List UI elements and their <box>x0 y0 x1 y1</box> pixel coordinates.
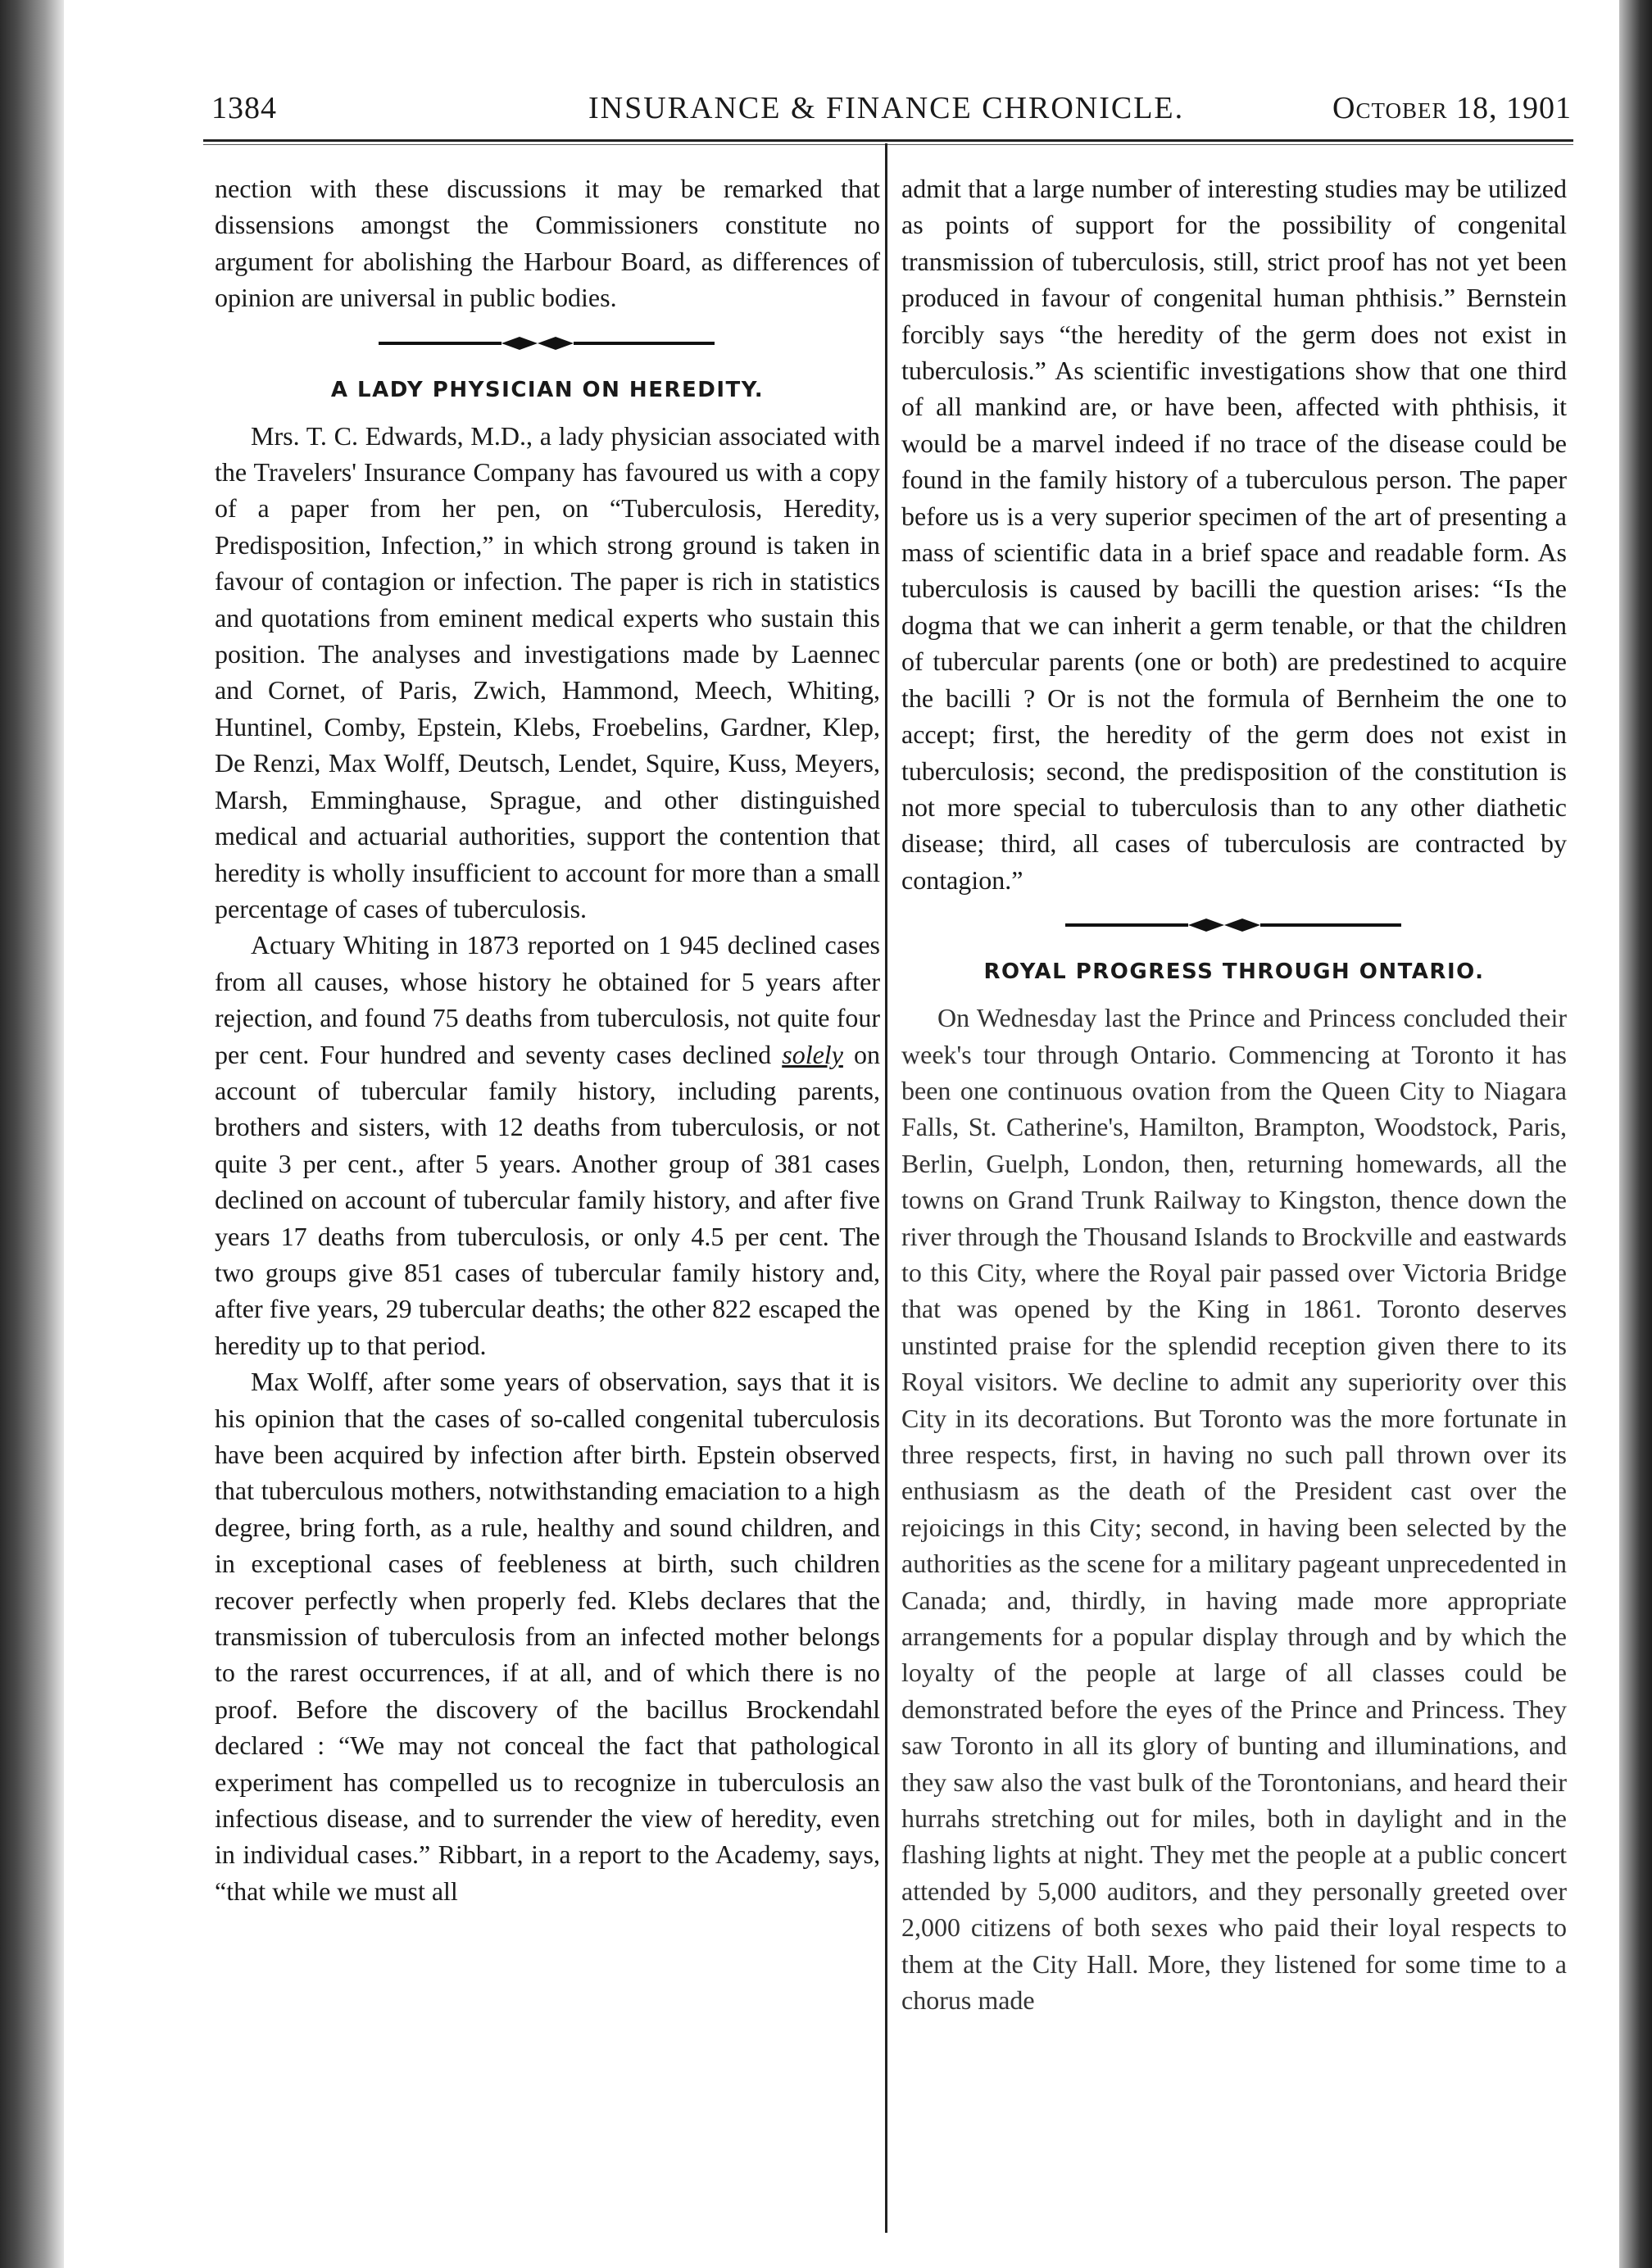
article-paragraph: Mrs. T. C. Edwards, M.D., a lady physician associated with the Travelers' Insurance Company has favoured us with a copy of a paper from her pen, on “Tuberculosis, Heredity, Predisposition, Infection,” in which strong ground is taken in favour of contagion or infection. The paper is rich in statistics and quotations from eminent medical experts who sustain this position. The analyses and investigations made by Laennec and Cornet, of Paris, Zwich, Hammond, Meech, Whiting, Huntinel, Comby, Epstein, Klebs, Froebelins, Gardner, Klep, De Renzi, Max Wolff, Deutsch, Lendet, Squire, Kuss, Meyers, Marsh, Emminghause, Sprague, and other distinguished medical and actuarial authorities, support the contention that heredity is wholly insufficient to account for more than a small percentage of cases of tuberculosis. <box>215 420 880 923</box>
newspaper-page <box>203 0 1573 2268</box>
issue-date: October 18, 1901 <box>1332 91 1572 125</box>
section-heading: A LADY PHYSICIAN ON HEREDITY. <box>330 377 765 402</box>
dash-diamond-ornament-icon <box>215 321 880 369</box>
article-paragraph <box>215 927 880 1363</box>
left-column <box>215 170 880 1909</box>
header-rule <box>203 139 1573 145</box>
emphasized-word: solely <box>782 1039 843 1069</box>
text-run: Actuary Whiting in 1873 reported on 1 945 declined cases from all causes, whose history he obtained for 5 years after rejection, and found 75 deaths from tuberculosis, not quite four per cent. Four hundred and seventy cases declined <box>215 930 880 1069</box>
continued-paragraph: admit that a large number of interesting studies may be utilized as points of support for the possibility of congenital transmission of tuberculosis, still, strict proof has not yet been produced in favour of congenital human phthisis.” Bernstein forcibly says “the heredity of the germ does not exist in tuberculosis.” As scientific investigations show that one third of all mankind are, or have been, affected with phthisis, it would be a marvel indeed if no trace of the disease could be found in the family history of a tuberculous person. The paper before us is a very superior specimen of the art of presenting a mass of scientific data in a brief space and readable form. As tuberculosis is caused by bacilli the question arises: “Is the dogma that we can inherit a germ tenable, or that the children of tubercular parents (one or both) are predestined to acquire the bacilli ? Or is not the formula of Bernheim the one to accept; first, the heredity of the germ does not exist in tuberculosis; second, the predisposition of the constitution is not more special to tuberculosis than to any other diathetic disease; third, all cases of tuberculosis are contracted by contagion.” <box>901 174 1567 895</box>
continued-paragraph: nection with these discussions it may be remarked that dissensions amongst the Commissioners constitute no argument for abolishing the Harbour Board, as differences of opinion are universal in public bodies. <box>215 174 880 313</box>
article-paragraph: Max Wolff, after some years of observation, says that it is his opinion that the cases of so-called congenital tuberculosis have been acquired by infection after birth. Epstein observed that tuberculous mothers, notwithstanding emaciation to a high degree, bring forth, as a rule, healthy and sound children, and in exceptional cases of feebleness at birth, such children recover perfectly when properly fed. Klebs declares that the transmission of tuberculosis from an infected mother belongs to the rarest occurrences, if at all, and of which there is no proof. Before the discovery of the bacillus Brockendahl declared : “We may not conceal the fact that pathological experiment has compelled us to recognize in tuberculosis an infectious disease, and to surrender the view of heredity, even in individual cases.” Ribbart, in a report to the Academy, says, “that while we must all <box>215 1367 880 1906</box>
article-paragraph: On Wednesday last the Prince and Princess concluded their week's tour through Ontario. Commencing at Toronto it has been one continuous ovation from the Queen City to Niagara Falls, St. Catherine's, Hamilton, Brampton, Woodstock, Paris, Berlin, Guelph, London, then, returning homewards, all the towns on Grand Trunk Railway to Kingston, thence down the river through the Thousand Islands to Brockville and eastwards to this City, where the Royal pair passed over Victoria Bridge that was opened by the King in 1861. Toronto deserves unstinted praise for the splendid reception given there to its Royal visitors. We decline to admit any superiority over this City in its decorations. But Toronto was the more fortunate in three respects, first, in having no such pall thrown over its enthusiasm as the death of the President cast over the rejoicings in this City; second, in having been selected by the authorities as the scene for a military pageant unprecedented in Canada; and, thirdly, in having made more appropriate arrangements for a popular display through and by which the loyalty of the people at large of all classes could be demonstrated before the eyes of the Prince and Princess. They saw Toronto in all its glory of bunting and illuminations, and they saw also the vast bulk of the Torontonians, and heard their hurrahs stretching out for miles, both in daylight and in the flashing lights at night. They met the people at a public concert attended by 5,000 auditors, and they personally greeted over 2,000 citizens of both sexes who paid their loyal respects to them at the City Hall. More, they listened for some time to a chorus made <box>901 1003 1567 2016</box>
scan-edge-left <box>0 0 64 2268</box>
scan-edge-right <box>1619 0 1652 2268</box>
text-run: on account of tubercular family history, including parents, brothers and sisters, with 12 deaths from tuberculosis, or not quite 3 per cent., after 5 years. Another group of 381 cases declined on account of tubercular family history, and after five years 17 deaths from tuberculosis, or only 4.5 per cent. The two groups give 851 cases of tubercular family history and, after five years, 29 tubercular deaths; the other 822 escaped the heredity up to that period. <box>215 1039 881 1360</box>
column-rule <box>885 143 887 2233</box>
section-heading: ROYAL PROGRESS THROUGH ONTARIO. <box>983 959 1485 985</box>
right-column <box>901 170 1567 2019</box>
dash-diamond-ornament-icon <box>901 903 1567 950</box>
page-number: 1384 <box>211 91 277 125</box>
publication-title: INSURANCE & FINANCE CHRONICLE. <box>588 91 1185 125</box>
running-head <box>211 90 1572 139</box>
